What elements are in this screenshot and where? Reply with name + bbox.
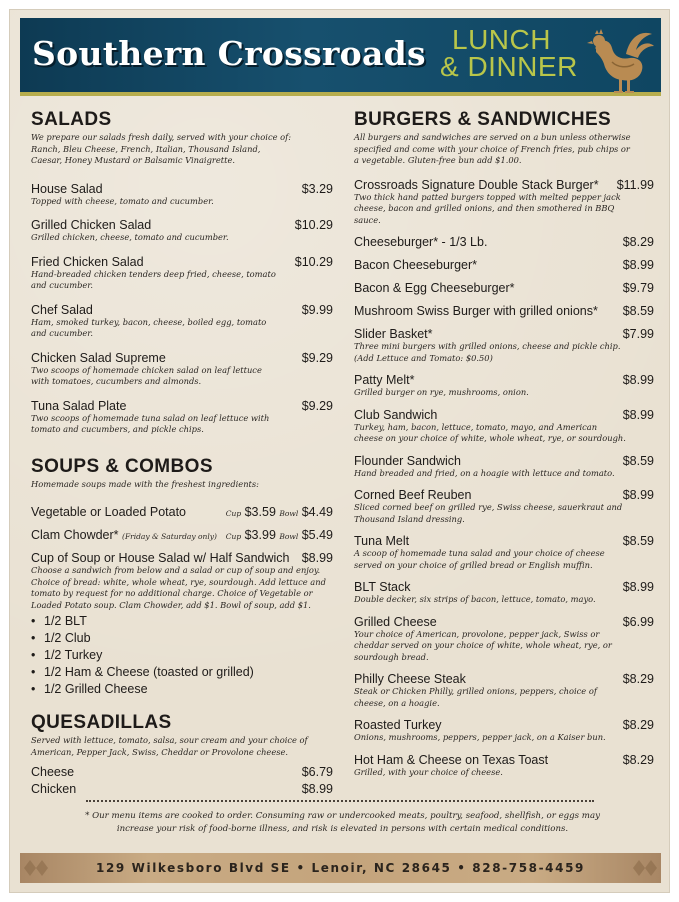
item-description: Grilled, with your choice of cheese. <box>354 766 503 777</box>
item-name: Bacon & Egg Cheeseburger* <box>354 281 515 295</box>
item-price: Cup $3.99 Bowl $5.49 <box>225 528 333 542</box>
lunch-dinner-tag <box>440 26 578 80</box>
item-description: Grilled chicken, cheese, tomato and cucumber. <box>31 232 229 242</box>
item-price: $8.29 <box>622 672 654 686</box>
quesadillas-section <box>31 712 333 796</box>
item-price: $9.99 <box>301 302 333 317</box>
header-banner <box>20 18 661 96</box>
item-price: $8.99 <box>622 258 654 272</box>
soups-description: Homemade soups made with the freshest ingredients: <box>31 478 259 489</box>
burgers-list <box>354 178 654 779</box>
soups-section <box>31 456 333 699</box>
item-description: A scoop of homemade tuna salad and your choice of cheese served on your choice of grilled bread or English muffin. <box>354 548 605 570</box>
item-name: Clam Chowder* (Friday & Saturday only) <box>31 528 217 542</box>
address-text: 129 Wilkesboro Blvd SE • Lenoir, NC 28645 • 828-758-4459 <box>96 861 585 875</box>
item-name: Cup of Soup or House Salad w/ Half Sandwich <box>31 551 290 565</box>
tag-line-2: & DINNER <box>440 51 578 82</box>
item-name: Crossroads Signature Double Stack Burger* <box>354 177 599 192</box>
left-column <box>31 109 333 796</box>
item-description: Choose a sandwich from below and a salad or cup of soup and enjoy. Choice of bread: white, whole wheat, rye, sourdough. Add lettuce and tomato by request for no additional charge. Choice of Vegetable or Loaded Potato soup. Clam Chowder, add $1. Bowl of soup, add $1. <box>31 565 326 610</box>
menu-item <box>354 373 654 399</box>
menu-item <box>354 304 654 318</box>
menu-item <box>31 303 333 340</box>
disclaimer-note: * Our menu items are cooked to order. Consuming raw or undercooked meats, poultry, seafood, shellfish, or eggs may increase your risk of food-borne illness, and risk is elevated in persons with certain medical conditions. <box>85 811 600 834</box>
item-price: $9.29 <box>301 398 333 413</box>
item-name: House Salad <box>31 181 103 196</box>
list-item: • 1/2 BLT <box>31 614 87 628</box>
item-description: Sliced corned beef on grilled rye, Swiss cheese, sauerkraut and Thousand Island dressing. <box>354 502 623 524</box>
item-name: Corned Beef Reuben <box>354 488 472 502</box>
item-price: $10.29 <box>294 218 333 232</box>
item-price: $7.99 <box>622 327 654 341</box>
item-price: $8.29 <box>622 235 654 249</box>
item-name: Philly Cheese Steak <box>354 672 466 686</box>
item-name: Vegetable or Loaded Potato <box>31 505 186 519</box>
item-name: Fried Chicken Salad <box>31 254 144 269</box>
item-description: Hand breaded and fried, on a hoagie with lettuce and tomato. <box>354 467 615 478</box>
menu-item <box>354 580 654 606</box>
item-price: $6.99 <box>622 614 654 629</box>
menu-item <box>354 235 654 249</box>
item-name: Club Sandwich <box>354 407 438 422</box>
salads-description: We prepare our salads fresh daily, served with your choice of: Ranch, Bleu Cheese, French, Italian, Thousand Island, Caesar, Honey Mustard or Balsamic Vinaigrette. <box>31 132 291 165</box>
menu-item <box>354 718 654 744</box>
item-name: Mushroom Swiss Burger with grilled onions* <box>354 304 598 318</box>
menu-item-combo <box>31 551 333 698</box>
list-item: • 1/2 Turkey <box>31 648 103 662</box>
item-name: Cheese <box>31 765 75 779</box>
item-price: $8.99 <box>301 782 333 796</box>
item-price: $9.29 <box>301 350 333 365</box>
item-price: $3.29 <box>301 181 333 196</box>
item-name: Flounder Sandwich <box>354 453 462 468</box>
restaurant-name: Southern Crossroads <box>32 34 426 73</box>
item-price: $8.59 <box>622 453 654 468</box>
item-price: $8.59 <box>622 304 654 318</box>
item-description: Double decker, six strips of bacon, lettuce, tomato, mayo. <box>354 594 596 604</box>
menu-item <box>31 255 333 292</box>
item-price: $8.99 <box>622 488 654 502</box>
tag-line-1: LUNCH <box>452 24 551 55</box>
item-description: Onions, mushrooms, peppers, pepper jack, on a Kaiser bun. <box>354 732 606 742</box>
address-bar <box>20 853 661 883</box>
rooster-icon <box>586 24 656 96</box>
item-description: Two thick hand patted burgers topped with melted pepper jack cheese, bacon and grilled onions, and then smothered in BBQ sauce. <box>354 191 621 225</box>
item-description: Two scoops of homemade chicken salad on leaf lettuce with tomatoes, cucumbers and almonds. <box>31 364 262 386</box>
item-price: $8.99 <box>622 407 654 422</box>
menu-item <box>354 258 654 272</box>
combo-options <box>31 613 333 698</box>
menu-item <box>31 765 333 779</box>
menu-item <box>354 615 654 664</box>
item-description: Steak or Chicken Philly, grilled onions, peppers, choice of cheese, on a hoagie. <box>354 686 597 708</box>
item-name: Hot Ham & Cheese on Texas Toast <box>354 752 549 767</box>
item-name: Chicken Salad Supreme <box>31 350 166 365</box>
menu-item <box>31 182 333 208</box>
menu-item <box>31 218 333 244</box>
item-description: Two scoops of homemade tuna salad on leaf lettuce with tomato and cucumbers, and pickle chips. <box>31 412 270 434</box>
item-name: Cheeseburger* - 1/3 Lb. <box>354 235 488 249</box>
item-name: Grilled Chicken Salad <box>31 218 152 232</box>
item-price: $8.99 <box>301 551 333 565</box>
divider <box>86 800 594 802</box>
item-price: $8.59 <box>622 534 654 548</box>
item-name: Roasted Turkey <box>354 718 442 732</box>
item-price: $10.29 <box>294 254 333 269</box>
right-column <box>354 109 654 778</box>
item-name: BLT Stack <box>354 580 411 594</box>
section-title-burgers: BURGERS & SANDWICHES <box>354 109 612 130</box>
list-item: • 1/2 Club <box>31 631 91 645</box>
menu-item <box>354 488 654 525</box>
menu-item-clam-chowder <box>31 528 333 542</box>
item-description: Grilled burger on rye, mushrooms, onion. <box>354 387 529 397</box>
item-price: $11.99 <box>616 177 654 192</box>
availability-note: (Friday & Saturday only) <box>122 532 217 541</box>
item-description: Hand-breaded chicken tenders deep fried, cheese, tomato and cucumber. <box>31 268 276 290</box>
menu-item <box>31 782 333 796</box>
burgers-description: All burgers and sandwiches are served on a bun unless otherwise specified and come with your choice of French fries, pub chips or a vegetable. Gluten-free bun add $1.00. <box>354 132 631 165</box>
item-price: Cup $3.59 Bowl $4.49 <box>225 505 333 519</box>
menu-item <box>31 399 333 436</box>
list-item: • 1/2 Ham & Cheese (toasted or grilled) <box>31 665 254 679</box>
item-price: $9.79 <box>622 281 654 295</box>
menu-item <box>354 534 654 571</box>
item-name: Patty Melt* <box>354 373 415 387</box>
item-description: Your choice of American, provolone, pepper jack, Swiss or cheddar served on your choice of white, whole wheat, rye, or sourdough bread. <box>354 628 612 662</box>
menu-item <box>354 753 654 779</box>
menu-page <box>9 9 670 893</box>
menu-item <box>354 454 654 480</box>
section-title-quesadillas: QUESADILLAS <box>31 712 172 733</box>
item-price: $6.79 <box>301 765 333 779</box>
section-title-salads: SALADS <box>31 109 112 130</box>
item-description: Three mini burgers with grilled onions, cheese and pickle chip. (Add Lettuce and Tomato: $0.50) <box>354 341 621 363</box>
menu-item-vegetable-soup <box>31 505 333 519</box>
menu-item <box>31 351 333 388</box>
menu-item <box>354 327 654 364</box>
menu-item <box>354 672 654 709</box>
item-name: Chef Salad <box>31 302 93 317</box>
list-item: • 1/2 Grilled Cheese <box>31 682 148 696</box>
item-name: Tuna Melt <box>354 534 410 548</box>
salads-section <box>31 109 333 436</box>
item-description: Ham, smoked turkey, bacon, cheese, boiled egg, tomato and cucumber. <box>31 316 267 338</box>
item-price: $8.29 <box>622 718 654 732</box>
item-price: $8.99 <box>622 373 654 387</box>
menu-item <box>354 281 654 295</box>
item-name: Tuna Salad Plate <box>31 398 127 413</box>
item-description: Turkey, ham, bacon, lettuce, tomato, mayo, and American cheese on your choice of white, whole wheat, rye, or sourdough. <box>354 421 626 443</box>
item-name: Grilled Cheese <box>354 614 437 629</box>
item-name: Bacon Cheeseburger* <box>354 258 477 272</box>
item-description: Topped with cheese, tomato and cucumber. <box>31 195 214 206</box>
item-price: $8.29 <box>622 752 654 767</box>
right-ornament <box>627 856 657 880</box>
quesadillas-description: Served with lettuce, tomato, salsa, sour cream and your choice of American, Pepper Jack, Swiss, Cheddar or Provolone cheese. <box>31 735 308 757</box>
item-price: $8.99 <box>622 580 654 594</box>
section-title-soups: SOUPS & COMBOS <box>31 455 213 477</box>
menu-item <box>354 178 654 227</box>
item-name: Slider Basket* <box>354 327 433 341</box>
menu-item <box>354 408 654 445</box>
item-name: Chicken <box>31 782 77 796</box>
